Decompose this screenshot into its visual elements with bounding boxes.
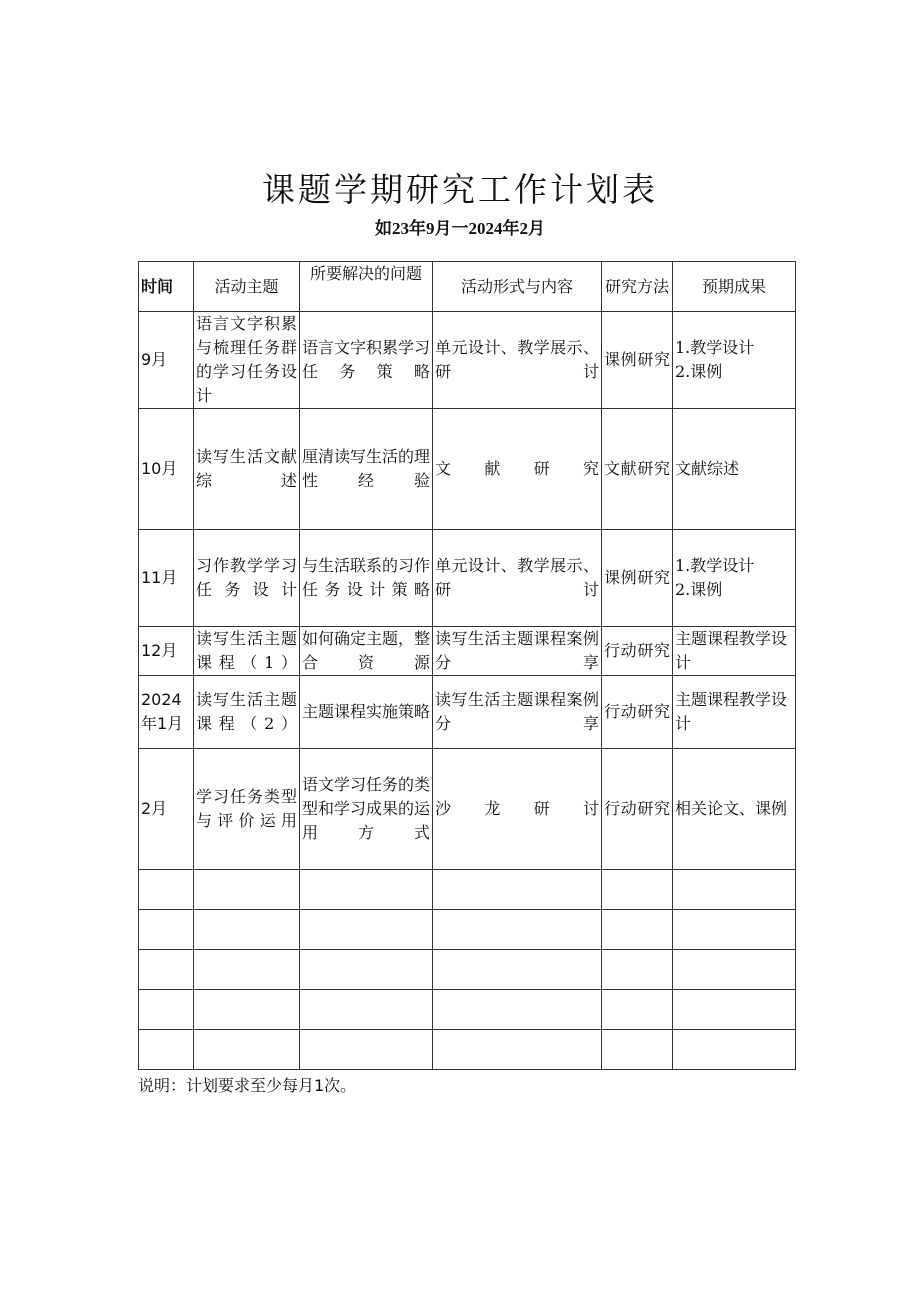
footnote: 说明：计划要求至少每月1次。 <box>138 1076 357 1095</box>
empty-cell <box>139 950 194 990</box>
table-row <box>139 676 796 749</box>
header-method: 研究方法 <box>602 262 673 312</box>
empty-cell <box>673 870 796 910</box>
table-row <box>139 627 796 676</box>
cell-time: 12月 <box>139 627 194 676</box>
result-line: 相关论文、课例 <box>675 799 788 818</box>
empty-cell <box>300 870 433 910</box>
cell-theme: 读写生活主题课程（2） <box>194 676 300 749</box>
empty-cell <box>602 910 673 950</box>
cell-result <box>673 312 796 409</box>
cell-time: 2月 <box>139 749 194 870</box>
cell-time: 2024年1月 <box>139 676 194 749</box>
result-line: 1.教学设计 <box>675 556 755 575</box>
cell-result <box>673 627 796 676</box>
empty-row <box>139 870 796 910</box>
header-form: 活动形式与内容 <box>433 262 602 312</box>
header-time: 时间 <box>139 262 194 312</box>
table-row <box>139 749 796 870</box>
cell-problem: 如何确定主题，整合资源 <box>300 627 433 676</box>
empty-cell <box>194 950 300 990</box>
empty-cell <box>602 990 673 1030</box>
header-row <box>139 262 796 312</box>
empty-cell <box>433 870 602 910</box>
cell-method: 课例研究 <box>602 530 673 627</box>
cell-method: 文献研究 <box>602 409 673 530</box>
empty-cell <box>194 870 300 910</box>
empty-cell <box>139 910 194 950</box>
empty-cell <box>300 1030 433 1070</box>
cell-theme: 语言文字积累与梳理任务群的学习任务设计 <box>194 312 300 409</box>
cell-form: 读写生活主题课程案例分享 <box>433 627 602 676</box>
page-title: 课题学期研究工作计划表 <box>262 170 658 209</box>
empty-cell <box>433 990 602 1030</box>
cell-time: 11月 <box>139 530 194 627</box>
result-line: 主题课程教学设计 <box>675 629 788 672</box>
cell-method: 行动研究 <box>602 749 673 870</box>
header-theme: 活动主题 <box>194 262 300 312</box>
header-problem: 所要解决的问题 <box>300 262 433 312</box>
empty-cell <box>673 950 796 990</box>
cell-form: 读写生活主题课程案例分享 <box>433 676 602 749</box>
empty-cell <box>673 910 796 950</box>
empty-cell <box>673 990 796 1030</box>
cell-time: 9月 <box>139 312 194 409</box>
cell-result <box>673 749 796 870</box>
cell-method: 行动研究 <box>602 676 673 749</box>
empty-cell <box>433 950 602 990</box>
empty-cell <box>602 950 673 990</box>
date-range: 如23年9月一2024年2月 <box>375 219 545 238</box>
plan-table <box>138 261 796 1070</box>
cell-problem: 与生活联系的习作任务设计策略 <box>300 530 433 627</box>
result-line: 2.课例 <box>675 362 723 381</box>
empty-cell <box>602 1030 673 1070</box>
cell-theme: 学习任务类型与评价运用 <box>194 749 300 870</box>
header-result: 预期成果 <box>673 262 796 312</box>
cell-method: 行动研究 <box>602 627 673 676</box>
empty-cell <box>139 1030 194 1070</box>
empty-cell <box>194 910 300 950</box>
cell-problem: 语文学习任务的类型和学习成果的运用方式 <box>300 749 433 870</box>
cell-problem: 语言文字积累学习任务策略 <box>300 312 433 409</box>
cell-form: 沙龙研讨 <box>433 749 602 870</box>
empty-cell <box>194 1030 300 1070</box>
cell-theme: 读写生活文献综述 <box>194 409 300 530</box>
table-row <box>139 530 796 627</box>
empty-cell <box>433 1030 602 1070</box>
cell-result <box>673 409 796 530</box>
table-row <box>139 312 796 409</box>
cell-method: 课例研究 <box>602 312 673 409</box>
cell-theme: 读写生活主题课程（1） <box>194 627 300 676</box>
cell-problem: 厘清读写生活的理性经验 <box>300 409 433 530</box>
empty-cell <box>139 990 194 1030</box>
result-line: 主题课程教学设计 <box>675 690 788 733</box>
result-line: 1.教学设计 <box>675 338 755 357</box>
cell-problem: 主题课程实施策略 <box>300 676 433 749</box>
cell-result <box>673 676 796 749</box>
cell-form: 单元设计、教学展示、研讨 <box>433 530 602 627</box>
empty-cell <box>300 990 433 1030</box>
empty-row <box>139 990 796 1030</box>
empty-cell <box>602 870 673 910</box>
empty-row <box>139 1030 796 1070</box>
cell-time: 10月 <box>139 409 194 530</box>
empty-row <box>139 950 796 990</box>
empty-cell <box>300 950 433 990</box>
empty-cell <box>139 870 194 910</box>
cell-result <box>673 530 796 627</box>
cell-form: 文献研究 <box>433 409 602 530</box>
empty-cell <box>433 910 602 950</box>
empty-cell <box>194 990 300 1030</box>
cell-theme: 习作教学学习任务设计 <box>194 530 300 627</box>
cell-form: 单元设计、教学展示、研讨 <box>433 312 602 409</box>
result-line: 文献综述 <box>675 459 740 478</box>
empty-row <box>139 910 796 950</box>
table-row <box>139 409 796 530</box>
empty-cell <box>673 1030 796 1070</box>
result-line: 2.课例 <box>675 580 723 599</box>
empty-cell <box>300 910 433 950</box>
